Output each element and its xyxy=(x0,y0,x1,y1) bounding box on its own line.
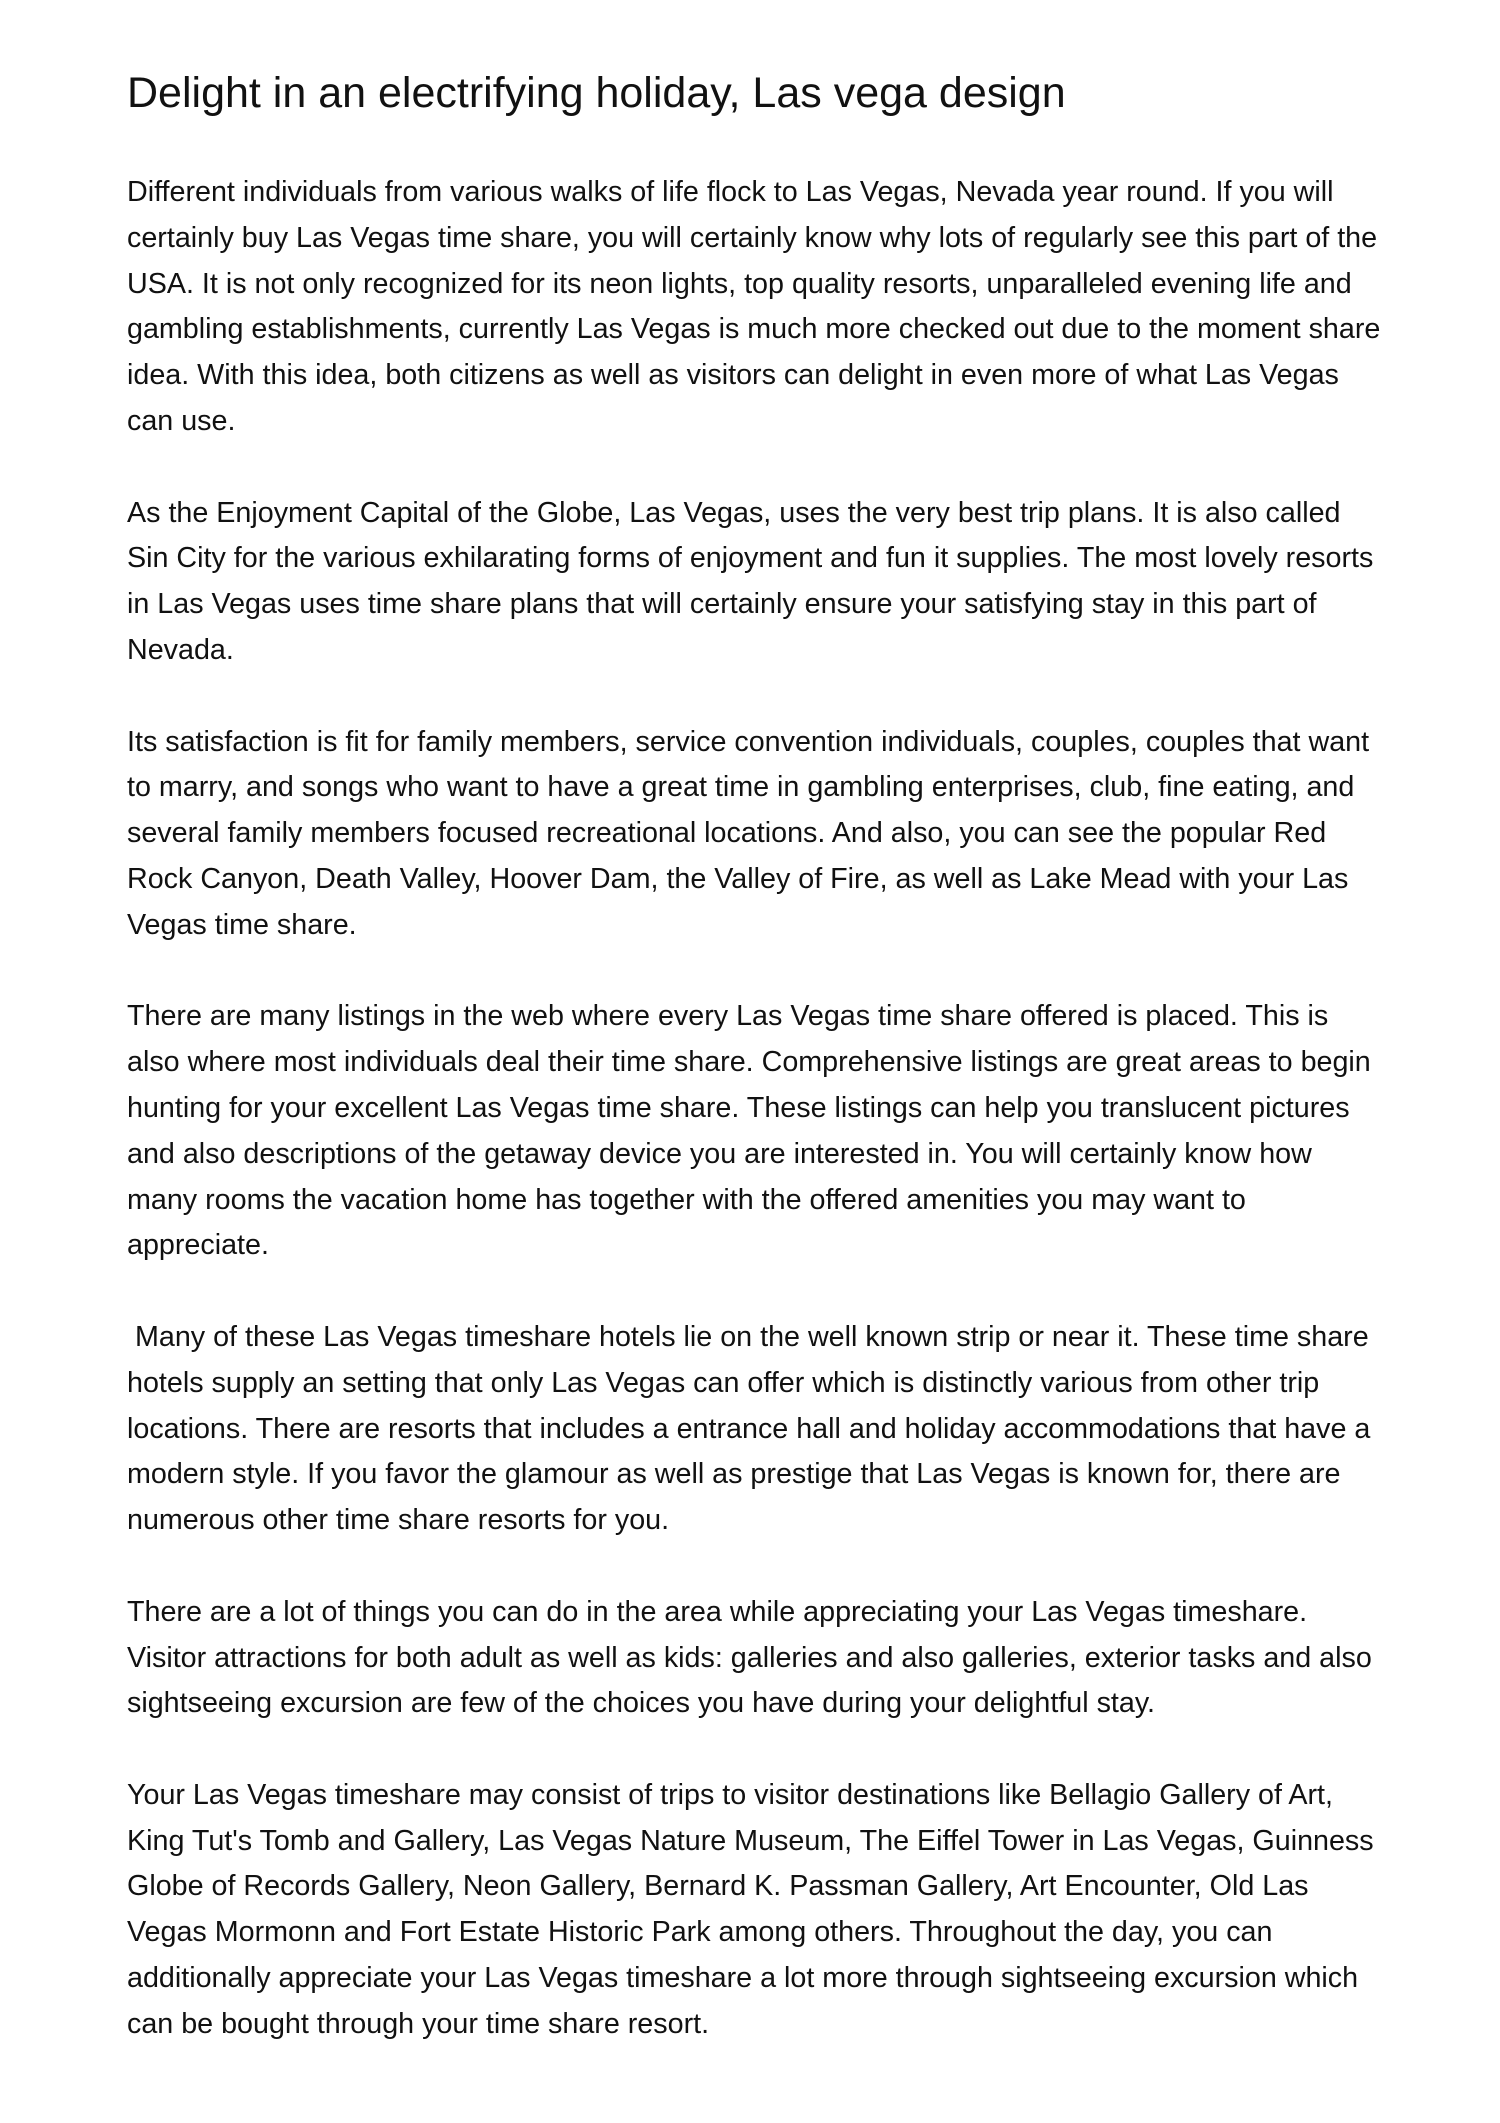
paragraph: Your Las Vegas timeshare may consist of trips to visitor destinations like Bellagio Gallery of Art, King Tut's Tomb and Gallery, Las Vegas Nature Museum, The Eiffel Tower in Las Vegas, Guinness Globe of Records Gallery, Neon Gallery, Bernard K. Passman Gallery, Art Encounter, Old Las Vegas Mormonn and Fort Estate Historic Park among others. Throughout the day, you can additionally appreciate your Las Vegas timeshare a lot more through sightseeing excursion which can be bought through your time share resort. xyxy=(127,1778,1382,2040)
paragraph: As the Enjoyment Capital of the Globe, Las Vegas, uses the very best trip plans. It is also called Sin City for the various exhilarating forms of enjoyment and fun it supplies. The most lovely resorts in Las Vegas uses time share plans that will certainly ensure your satisfying stay in this part of Nevada. xyxy=(127,496,1382,666)
paragraph: Many of these Las Vegas timeshare hotels lie on the well known strip or near it. These time share hotels supply an setting that only Las Vegas can offer which is distinctly various from other trip locations. There are resorts that includes a entrance hall and holiday accommodations that have a modern style. If you favor the glamour as well as prestige that Las Vegas is known for, there are numerous other time share resorts for you. xyxy=(127,1320,1379,1537)
paragraph: There are many listings in the web where every Las Vegas time share offered is placed. This is also where most individuals deal their time share. Comprehensive listings are great areas to begin hunting for your excellent Las Vegas time share. These listings can help you translucent pictures and also descriptions of the getaway device you are interested in. You will certainly know how many rooms the vacation home has together with the offered amenities you may want to appreciate. xyxy=(127,1000,1379,1262)
document-body xyxy=(127,170,1387,2048)
paragraph: Its satisfaction is fit for family members, service convention individuals, couples, couples that want to marry, and songs who want to have a great time in gambling enterprises, club, fine eating, and several family members focused recreational locations. And also, you can see the popular Red Rock Canyon, Death Valley, Hoover Dam, the Valley of Fire, as well as Lake Mead with your Las Vegas time share. xyxy=(127,725,1378,941)
paragraph: There are a lot of things you can do in the area while appreciating your Las Vegas timeshare. Visitor attractions for both adult as well as kids: galleries and also galleries, exterior tasks and also sightseeing excursion are few of the choices you have during your delightful stay. xyxy=(127,1595,1380,1720)
document-title: Delight in an electrifying holiday, Las vega design xyxy=(127,69,1066,117)
paragraph: Different individuals from various walks of life flock to Las Vegas, Nevada year round. If you will certainly buy Las Vegas time share, you will certainly know why lots of regularly see this part of the USA. It is not only recognized for its neon lights, top quality resorts, unparalleled evening life and gambling establishments, currently Las Vegas is much more checked out due to the moment share idea. With this idea, both citizens as well as visitors can delight in even more of what Las Vegas can use. xyxy=(127,176,1389,437)
document-content xyxy=(127,62,1387,2093)
